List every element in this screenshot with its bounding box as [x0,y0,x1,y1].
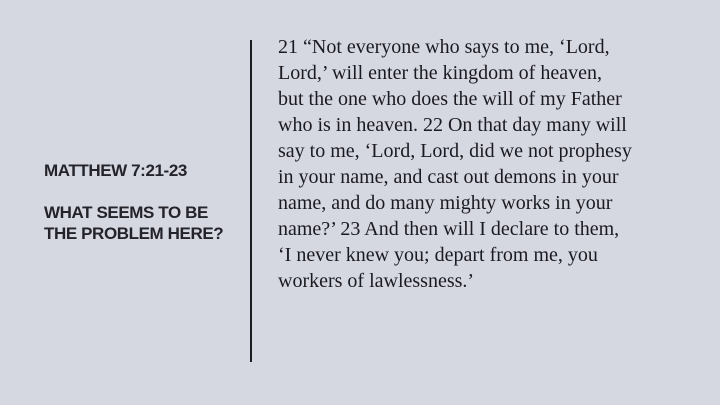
verse-line: 21 “Not everyone who says to me, ‘Lord, [278,36,610,58]
verse-line: who is in heaven. 22 On that day many will [278,114,627,136]
vertical-divider-rule [250,40,252,362]
verse-line: Lord,’ will enter the kingdom of heaven, [278,62,602,84]
verse-line: say to me, ‘Lord, Lord, did we not prophesy [278,140,632,162]
verse-line: ‘I never knew you; depart from me, you [278,244,598,266]
verse-line: workers of lawlessness.’ [278,270,475,292]
question-line-1: WHAT SEEMS TO BE [44,203,208,222]
verse-line: name, and do many mighty works in your [278,192,613,214]
verse-text-block [278,34,632,294]
verse-line: but the one who does the will of my Father [278,88,622,110]
scripture-reference-heading: MATTHEW 7:21-23 [44,161,187,180]
verse-line: name?’ 23 And then will I declare to them, [278,218,620,240]
verse-line: in your name, and cast out demons in your [278,166,619,188]
question-heading [44,202,223,244]
left-panel [44,160,223,244]
question-line-2: THE PROBLEM HERE? [44,224,224,243]
